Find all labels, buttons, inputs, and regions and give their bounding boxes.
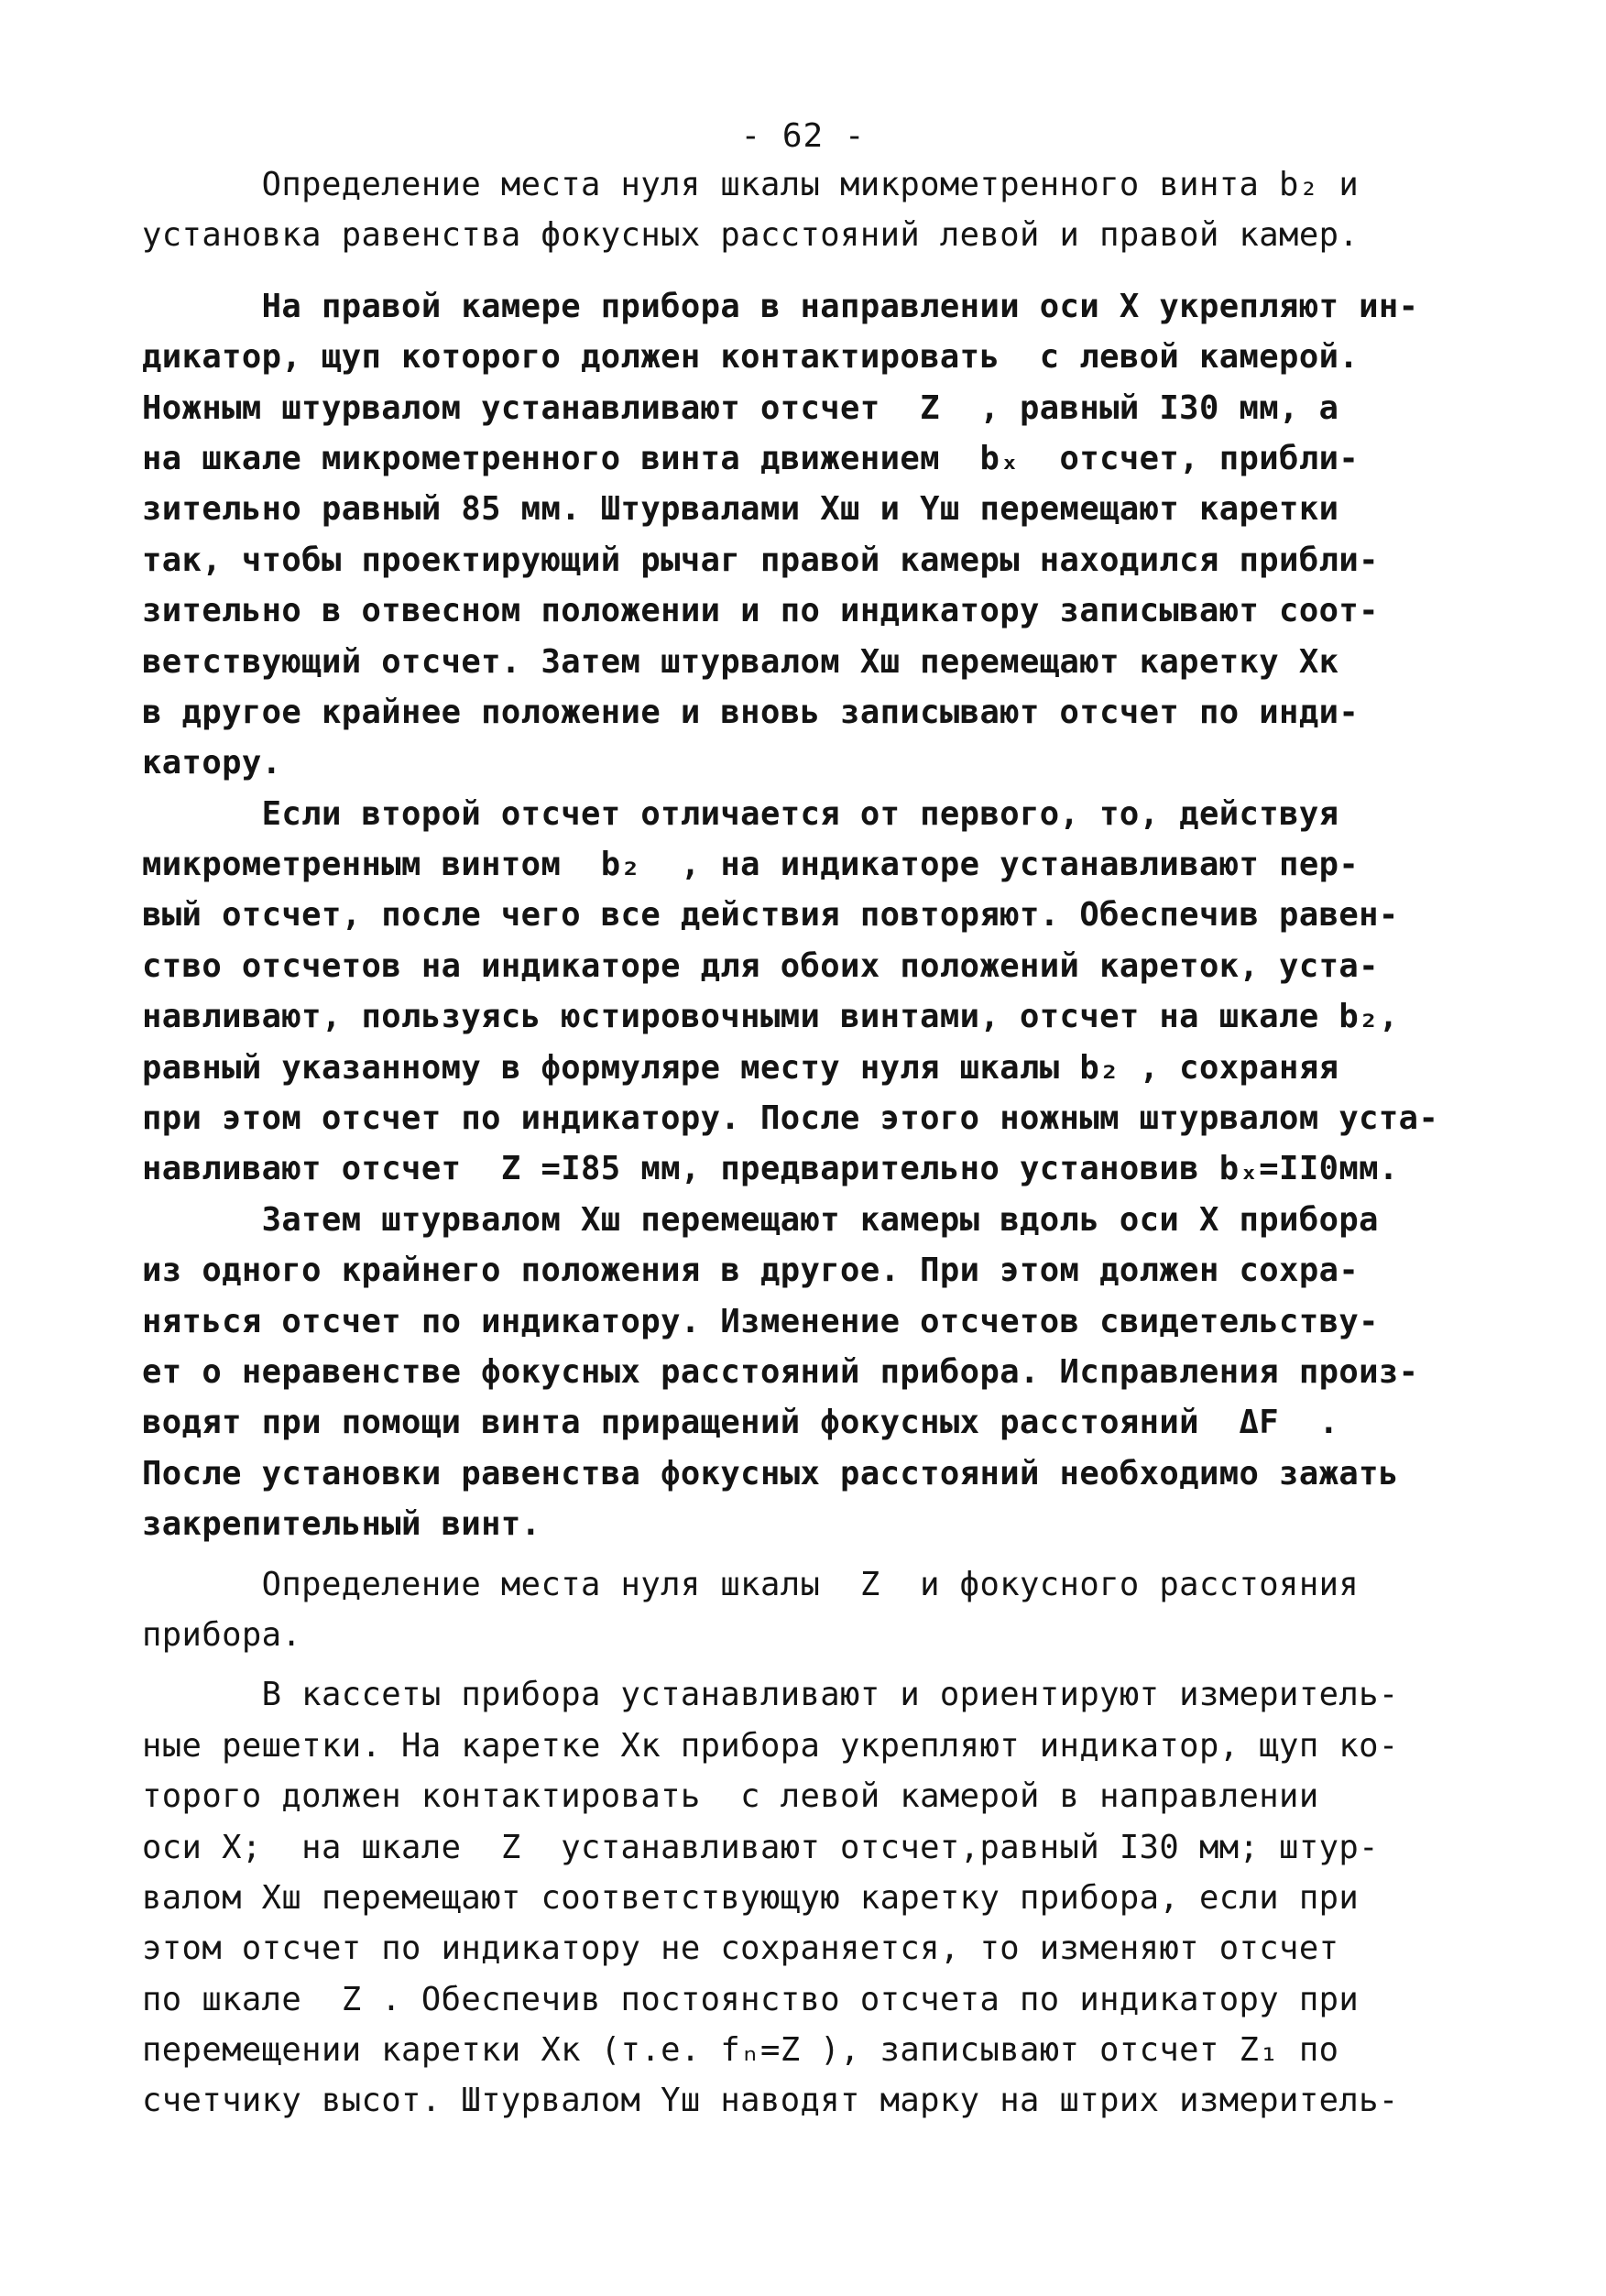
body-text xyxy=(142,159,1461,2127)
paragraph-line: Затем штурвалом Xш перемещают камеры вдоль оси X прибора xyxy=(142,1200,1379,1239)
paragraph-line: оси X; на шкале Z устанавливают отсчет,равный I30 мм; штур- xyxy=(142,1828,1379,1866)
paragraph-line: закрепительный винт. xyxy=(142,1505,541,1544)
paragraph-line: дикатор, щуп которого должен контактировать с левой камерой. xyxy=(142,338,1360,377)
paragraph-line: на шкале микрометренного винта движением bₓ отсчет, прибли- xyxy=(142,439,1360,477)
paragraph-line: Если второй отсчет отличается от первого, то, действуя xyxy=(142,794,1339,833)
paragraph-line: навливают, пользуясь юстировочными винтами, отсчет на шкале b₂, xyxy=(142,998,1399,1036)
page-number: - 62 - xyxy=(740,117,866,155)
heading-line-2: установка равенства фокусных расстояний левой и правой камер. xyxy=(142,216,1360,255)
paragraph-line: из одного крайнего положения в другое. При этом должен сохра- xyxy=(142,1252,1360,1290)
paragraph-line: в другое крайнее положение и вновь записывают отсчет по инди- xyxy=(142,693,1360,731)
paragraph-line: водят при помощи винта приращений фокусных расстояний ΔF . xyxy=(142,1404,1339,1442)
paragraph-line: На правой камере прибора в направлении оси X укрепляют ин- xyxy=(142,287,1419,325)
paragraph-line: навливают отсчет Z =I85 мм, предварительно установив bₓ=II0мм. xyxy=(142,1150,1399,1188)
paragraph-line: няться отсчет по индикатору. Изменение отсчетов свидетельству- xyxy=(142,1302,1379,1340)
paragraph-line: После установки равенства фокусных расстояний необходимо зажать xyxy=(142,1454,1399,1492)
paragraph-line: ные решетки. На каретке Xк прибора укрепляют индикатор, щуп ко- xyxy=(142,1726,1399,1765)
paragraph-line: торого должен контактировать с левой камерой в направлении xyxy=(142,1777,1319,1816)
paragraph-line: этом отсчет по индикатору не сохраняется, то изменяют отсчет xyxy=(142,1930,1339,1968)
paragraph-line: зительно равный 85 мм. Штурвалами Xш и Yш перемещают каретки xyxy=(142,490,1339,529)
subheading-line-2: прибора. xyxy=(142,1615,302,1654)
paragraph-line: зительно в отвесном положении и по индикатору записывают соот- xyxy=(142,592,1379,630)
paragraph-line: счетчику высот. Штурвалом Yш наводят марку на штрих измеритель- xyxy=(142,2082,1399,2120)
paragraph-line: ветствующий отсчет. Затем штурвалом Xш перемещают каретку Xк xyxy=(142,642,1339,681)
paragraph-line: вый отсчет, после чего все действия повторяют. Обеспечив равен- xyxy=(142,896,1399,935)
paragraph-line: В кассеты прибора устанавливают и ориентируют измеритель- xyxy=(142,1676,1399,1714)
paragraph-line: ет о неравенстве фокусных расстояний прибора. Исправления произ- xyxy=(142,1352,1419,1391)
paragraph-line: так, чтобы проектирующий рычаг правой камеры находился прибли- xyxy=(142,541,1379,579)
paragraph-line: микрометренным винтом b₂ , на индикаторе устанавливают пер- xyxy=(142,846,1360,884)
paragraph-line: Ножным штурвалом устанавливают отсчет Z , равный I30 мм, а xyxy=(142,388,1339,427)
paragraph-line: катору. xyxy=(142,744,282,782)
paragraph-line: при этом отсчет по индикатору. После этого ножным штурвалом уста- xyxy=(142,1099,1439,1138)
paragraph-line: равный указанному в формуляре месту нуля шкалы b₂ , сохраняя xyxy=(142,1048,1339,1087)
paragraph-line: по шкале Z . Обеспечив постоянство отсчета по индикатору при xyxy=(142,1980,1360,2018)
heading-line-1: Определение места нуля шкалы микрометренного винта b₂ и xyxy=(142,166,1360,203)
subheading-line-1: Определение места нуля шкалы Z и фокусного расстояния xyxy=(142,1565,1360,1603)
paragraph-line: перемещении каретки Xк (т.е. fₙ=Z ), записывают отсчет Z₁ по xyxy=(142,2031,1339,2070)
paragraph-line: валом Xш перемещают соответствующую каретку прибора, если при xyxy=(142,1878,1360,1917)
paragraph-line: ство отсчетов на индикаторе для обоих положений кареток, уста- xyxy=(142,946,1379,985)
